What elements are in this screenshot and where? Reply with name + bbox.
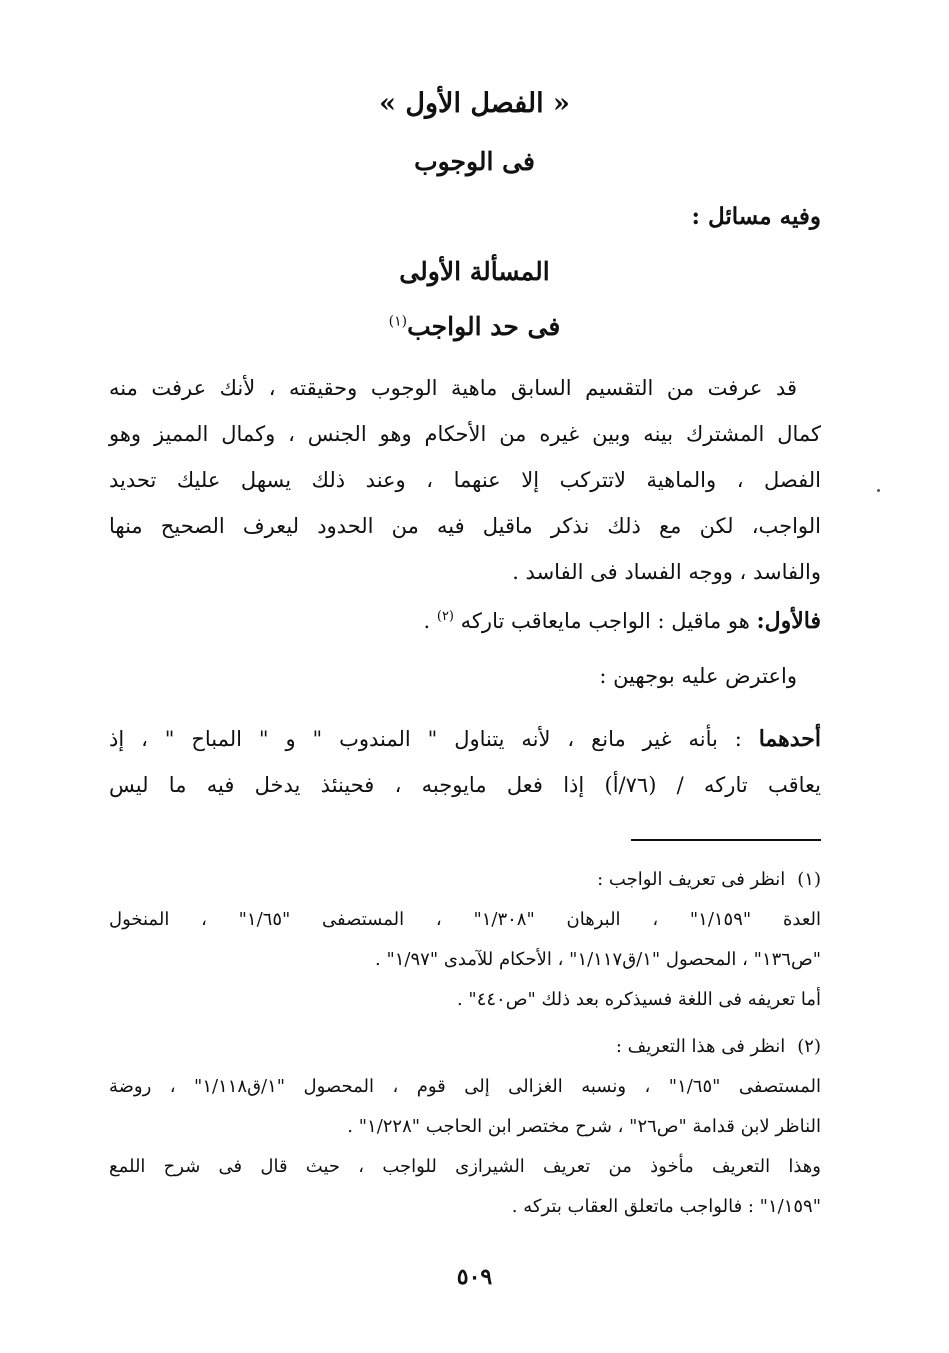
paragraph-line — [109, 716, 821, 762]
footnote-line: وهذا التعريف مأخوذ من تعريف الشيرازى للواجب ، حيث قال فى شرح اللمع — [109, 1156, 821, 1177]
intro-paragraph — [109, 365, 821, 595]
page-number: ٥٠٩ — [456, 1264, 493, 1290]
issue-subtitle — [0, 312, 949, 341]
footnote-line: المستصفى "١/٦٥" ، ونسبه الغزالى إلى قوم ، المحصول "١/ق١/١١٨" ، روضة — [109, 1076, 821, 1097]
chapter-subtitle: فى الوجوب — [414, 147, 535, 176]
issue-subtitle-text: فى حد الواجب — [407, 312, 561, 341]
first-definition-end: . — [423, 609, 437, 633]
footnote-ref-1: (١) — [388, 313, 408, 330]
footnote-line: "ص١٣٦" ، المحصول "١/ق١/١١٧" ، الأحكام للآمدى "١/٩٧" . — [375, 949, 821, 970]
objection-intro: واعترض عليه بوجهين : — [599, 664, 797, 688]
footnote-number: (٢) — [797, 1036, 821, 1057]
footnote-number: (١) — [797, 869, 821, 890]
footnote-line: الناظر لابن قدامة "ص٢٦" ، شرح مختصر ابن الحاجب "١/٢٢٨" . — [347, 1116, 821, 1137]
paragraph-line: الواجب، لكن مع ذلك نذكر ماقيل فيه من الحدود ليعرف الصحيح منها — [109, 514, 821, 538]
footnote-line: أما تعريفه فى اللغة فسيذكره بعد ذلك "ص٤٤٠" . — [456, 989, 821, 1010]
first-definition-text: هو ماقيل : الواجب مايعاقب تاركه — [454, 609, 757, 633]
paragraph-line: كمال المشترك بينه وبين غيره من الأحكام وهو الجنس ، وكمال المميز وهو — [109, 422, 821, 446]
footnote-ref-2: (٢) — [436, 609, 454, 624]
footnote-heading-text: انظر فى تعريف الواجب : — [597, 869, 786, 890]
paragraph-line: يعاقب تاركه / (٧٦/أ) إذا فعل مايوجبه ، فحينئذ يدخل فيه ما ليس — [109, 773, 822, 797]
footnote-divider — [631, 839, 821, 841]
issues-intro: وفيه مسائل : — [691, 203, 821, 230]
paragraph-line: الفصل ، والماهية لاتتركب إلا عنهما ، وعند ذلك يسهل عليك تحديد — [109, 468, 821, 492]
footnote-1 — [109, 860, 821, 1020]
objection-first-paragraph — [109, 716, 821, 808]
paragraph-line: والفاسد ، ووجه الفساد فى الفاسد . — [512, 560, 821, 584]
objection-first-text: : بأنه غير مانع ، لأنه يتناول " المندوب " و " المباح " ، إذ — [109, 727, 759, 751]
first-definition — [424, 608, 822, 634]
footnote-line: "١/١٥٩" : فالواجب ماتعلق العقاب بتركه . — [511, 1196, 821, 1217]
chapter-title: « الفصل الأول » — [379, 88, 570, 119]
paragraph-line: قد عرفت من التقسيم السابق ماهية الوجوب وحقيقته ، لأنك عرفت منه — [109, 376, 797, 400]
footnote-heading — [109, 860, 821, 900]
scan-speck — [877, 489, 880, 492]
footnote-heading — [109, 1027, 821, 1067]
objection-first-label: أحدهما — [758, 726, 821, 752]
issue-title: المسألة الأولى — [399, 257, 550, 286]
footnote-heading-text: انظر فى هذا التعريف : — [615, 1036, 786, 1057]
footnote-2 — [109, 1027, 821, 1227]
first-definition-label: فالأول: — [756, 608, 821, 634]
footnote-line: العدة "١/١٥٩" ، البرهان "١/٣٠٨" ، المستصفى "١/٦٥" ، المنخول — [109, 909, 821, 930]
